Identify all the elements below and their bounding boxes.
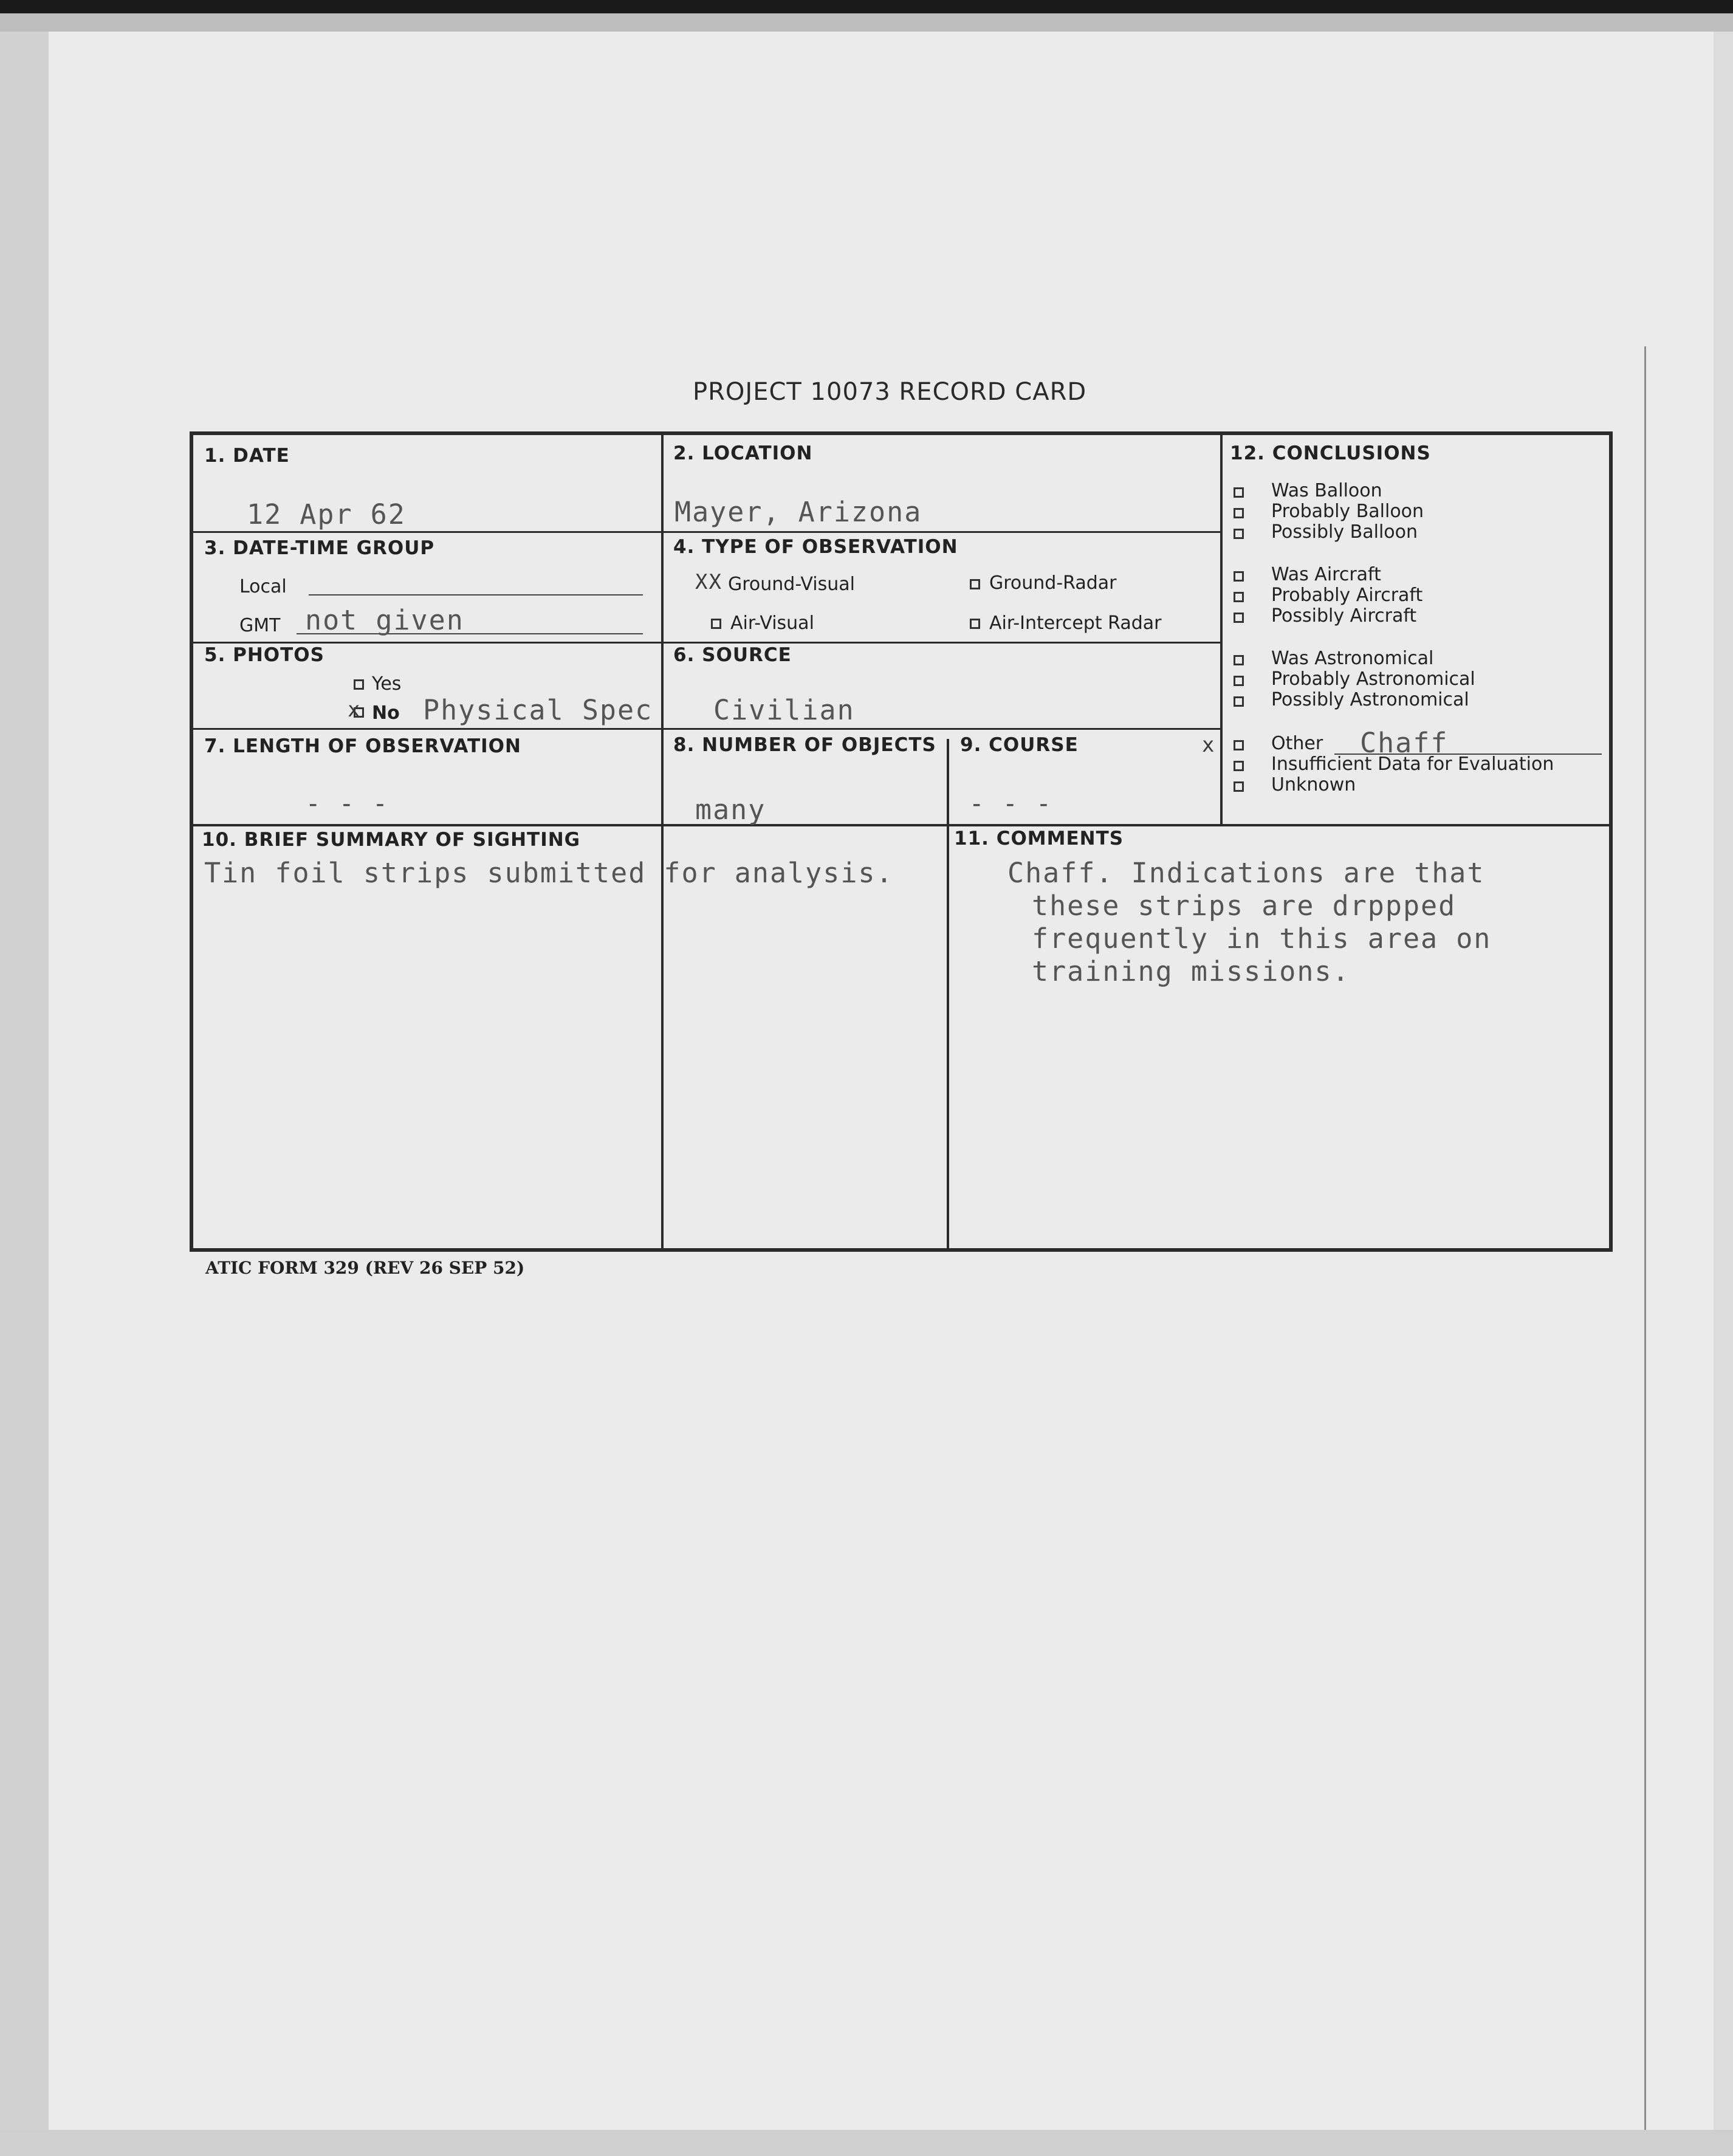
- length-of-observation-value: - - -: [309, 790, 393, 818]
- comments-line-4: training missions.: [1032, 955, 1350, 987]
- comments-label: 11. COMMENTS: [954, 828, 1124, 850]
- conclusion-was-astronomical: Was Astronomical: [1271, 648, 1434, 669]
- comments-line-2: these strips are drppped: [1032, 890, 1457, 922]
- date-time-group-label: 3. DATE-TIME GROUP: [204, 537, 435, 559]
- photos-note: Physical Spec: [423, 694, 653, 726]
- form-number: ATIC FORM 329 (REV 26 SEP 52): [205, 1258, 525, 1278]
- conclusion-possibly-astronomical: Possibly Astronomical: [1271, 689, 1469, 710]
- date-value: 12 Apr 62: [247, 498, 406, 530]
- air-visual-checkbox: [711, 619, 721, 629]
- brief-summary-text: Tin foil strips submitted for analysis.: [204, 857, 894, 889]
- insufficient-data-checkbox: [1234, 761, 1244, 771]
- other-value: Chaff: [1360, 727, 1449, 759]
- possibly-astronomical-checkbox: [1234, 696, 1244, 707]
- local-time-underline: [309, 594, 643, 596]
- photos-yes-checkbox: [354, 679, 364, 690]
- photos-no-option: No: [372, 702, 400, 724]
- date-label: 1. DATE: [204, 445, 290, 467]
- gmt-label: GMT: [239, 615, 281, 636]
- source-label: 6. SOURCE: [673, 644, 792, 666]
- conclusion-possibly-balloon: Possibly Balloon: [1271, 521, 1418, 543]
- air-intercept-radar-option: Air-Intercept Radar: [989, 613, 1162, 634]
- grid-line-row1: [193, 531, 1220, 533]
- was-balloon-checkbox: [1234, 487, 1244, 498]
- photos-no-check-mark: x: [348, 698, 362, 722]
- was-aircraft-checkbox: [1234, 571, 1244, 582]
- unknown-checkbox: [1234, 781, 1244, 792]
- probably-balloon-checkbox: [1234, 508, 1244, 518]
- grid-line-center: [661, 435, 664, 1249]
- course-value: - - -: [972, 790, 1057, 818]
- local-time-label: Local: [239, 576, 287, 597]
- conclusion-possibly-aircraft: Possibly Aircraft: [1271, 605, 1417, 627]
- scan-right-margin: [1714, 32, 1733, 2130]
- conclusion-insufficient-data: Insufficient Data for Evaluation: [1271, 754, 1554, 775]
- source-value: Civilian: [713, 694, 855, 726]
- card-title: PROJECT 10073 RECORD CARD: [693, 378, 1087, 406]
- ground-radar-checkbox: [970, 579, 980, 589]
- number-of-objects-value: many: [695, 794, 766, 826]
- probably-astronomical-checkbox: [1234, 676, 1244, 686]
- ground-visual-check-mark: XX: [695, 570, 722, 594]
- scan-top-margin: [0, 13, 1733, 32]
- conclusion-probably-balloon: Probably Balloon: [1271, 501, 1424, 522]
- scan-left-margin: [0, 32, 49, 2130]
- photos-yes-option: Yes: [372, 673, 402, 695]
- scan-top-edge: [0, 0, 1733, 13]
- comments-line-3: frequently in this area on: [1032, 922, 1492, 955]
- course-label: 9. COURSE: [960, 734, 1079, 756]
- conclusion-probably-astronomical: Probably Astronomical: [1271, 668, 1475, 690]
- location-label: 2. LOCATION: [673, 442, 813, 464]
- location-value: Mayer, Arizona: [674, 496, 922, 528]
- grid-line-row4: [193, 824, 1609, 826]
- length-of-observation-label: 7. LENGTH OF OBSERVATION: [204, 735, 521, 757]
- conclusion-probably-aircraft: Probably Aircraft: [1271, 585, 1423, 606]
- conclusion-unknown: Unknown: [1271, 774, 1356, 795]
- conclusion-was-balloon: Was Balloon: [1271, 480, 1382, 501]
- was-astronomical-checkbox: [1234, 655, 1244, 665]
- photos-label: 5. PHOTOS: [204, 644, 324, 666]
- grid-line-row3: [193, 728, 1220, 730]
- grid-line-course: [947, 739, 949, 1249]
- other-check-mark: x: [1202, 733, 1216, 757]
- grid-line-row2: [193, 642, 1220, 644]
- possibly-balloon-checkbox: [1234, 529, 1244, 539]
- probably-aircraft-checkbox: [1234, 592, 1244, 602]
- gmt-value: not given: [305, 604, 464, 636]
- conclusions-label: 12. CONCLUSIONS: [1230, 442, 1431, 464]
- air-intercept-radar-checkbox: [970, 619, 980, 629]
- ground-visual-option: Ground-Visual: [728, 574, 855, 595]
- scan-bottom-edge: [0, 2130, 1733, 2156]
- conclusion-other: Other: [1271, 733, 1323, 754]
- brief-summary-label: 10. BRIEF SUMMARY OF SIGHTING: [202, 829, 581, 851]
- other-checkbox: [1234, 740, 1244, 750]
- possibly-aircraft-checkbox: [1234, 613, 1244, 623]
- ground-radar-option: Ground-Radar: [989, 572, 1117, 594]
- grid-line-conclusions: [1220, 435, 1223, 824]
- comments-line-1: Chaff. Indications are that: [1007, 857, 1485, 889]
- conclusion-was-aircraft: Was Aircraft: [1271, 564, 1381, 585]
- record-card: [190, 431, 1613, 1252]
- scan-page-edge-line: [1644, 346, 1646, 2130]
- air-visual-option: Air-Visual: [730, 613, 814, 634]
- number-of-objects-label: 8. NUMBER OF OBJECTS: [673, 734, 936, 756]
- type-of-observation-label: 4. TYPE OF OBSERVATION: [673, 536, 958, 558]
